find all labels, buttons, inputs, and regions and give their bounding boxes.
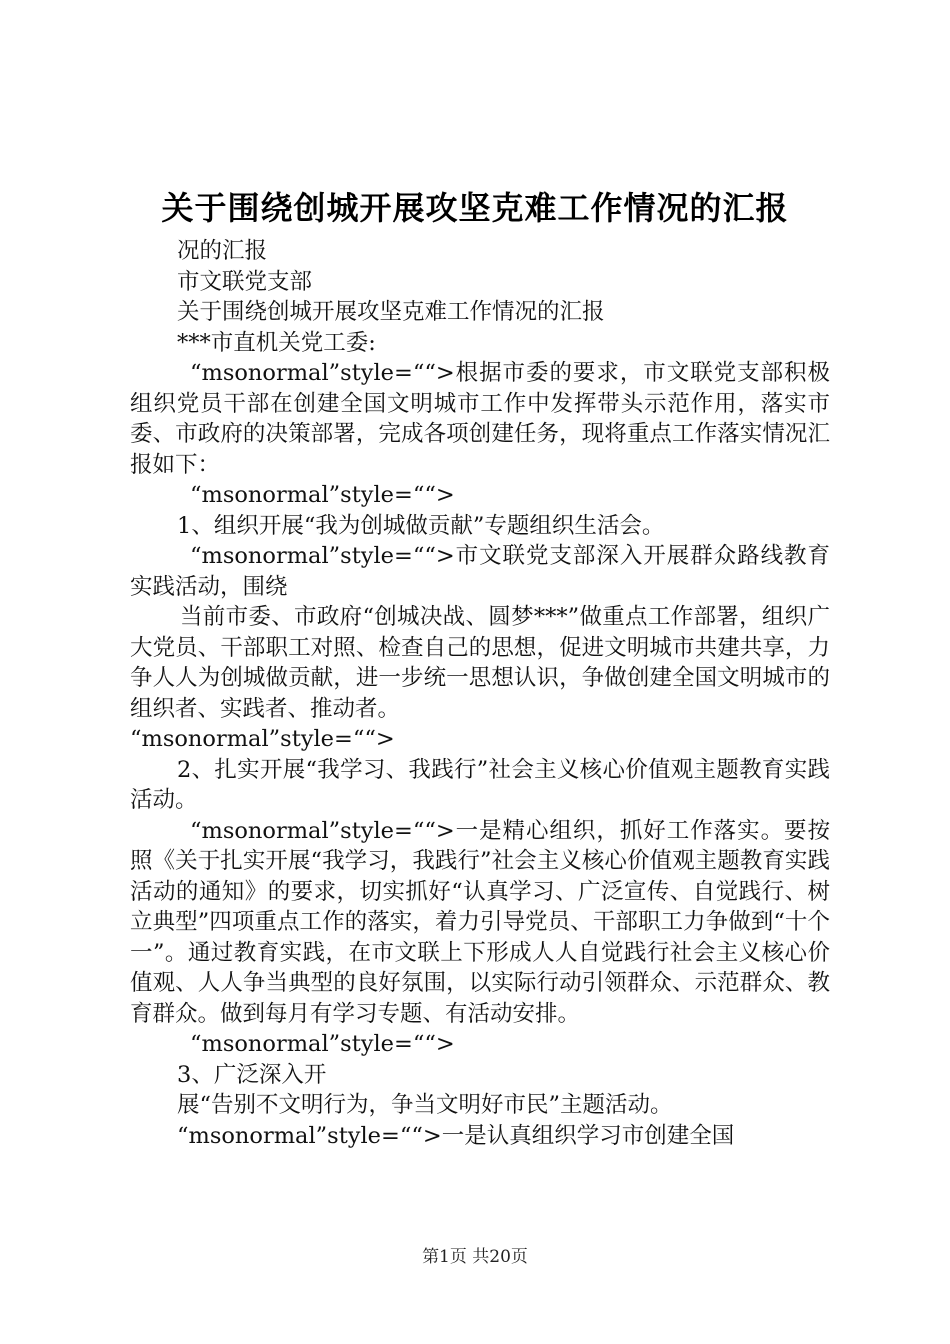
paragraph: “msonormal”style=““>一是认真组织学习市创建全国 bbox=[177, 1122, 735, 1149]
paragraph: 况的汇报 bbox=[177, 238, 268, 264]
paragraph: “msonormal”style=““>市文联党支部深入开展群众路线教育实践活动，围绕 bbox=[130, 543, 830, 600]
document-title: 关于围绕创城开展攻坚克难工作情况的汇报 bbox=[161, 189, 789, 227]
document-body bbox=[130, 236, 830, 1151]
paragraph: 展“告别不文明行为，争当文明好市民”主题活动。 bbox=[177, 1092, 673, 1118]
paragraph: “msonormal”style=““>一是精心组织，抓好工作落实。要按照《关于扎实开展“我学习，我践行”社会主义核心价值观主题教育实践活动的通知》的要求，切实抓好“认真学习、广泛宣传、自觉践行、树立典型”四项重点工作的落实，着力引导党员、干部职工力争做到“十个一”。通过教育实践，在市文联上下形成人人自觉践行社会主义核心价值观、人人争当典型的良好氛围，以实际行动引领群众、示范群众、教育群众。做到每月有学习专题、有活动安排。 bbox=[130, 817, 830, 1027]
paragraph: “msonormal”style=““> bbox=[190, 1031, 455, 1057]
paragraph: 3、广泛深入开 bbox=[177, 1061, 327, 1088]
paragraph: 当前市委、市政府“创城决战、圆梦***”做重点工作部署，组织广大党员、干部职工对照、检查自己的思想，促进文明城市共建共享，力争人人为创城做贡献，进一步统一思想认识，争做创建全国文明城市的组织者、实践者、推动者。 bbox=[130, 604, 830, 722]
paragraph: 1、组织开展“我为创城做贡献”专题组织生活会。 bbox=[177, 512, 665, 539]
paragraph: ***市直机关党工委: bbox=[177, 329, 376, 356]
paragraph: 2、扎实开展“我学习、我践行”社会主义核心价值观主题教育实践活动。 bbox=[130, 756, 830, 813]
page-footer: 第1页 共20页 bbox=[422, 1247, 528, 1267]
paragraph: “msonormal”style=““> bbox=[130, 726, 395, 752]
paragraph: 市文联党支部 bbox=[177, 268, 313, 295]
paragraph: “msonormal”style=““> bbox=[190, 482, 455, 508]
paragraph: “msonormal”style=““>根据市委的要求，市文联党支部积极组织党员干部在创建全国文明城市工作中发挥带头示范作用，落实市委、市政府的决策部署，完成各项创建任务，现将重点工作落实情况汇报如下： bbox=[130, 360, 830, 478]
paragraph: 关于围绕创城开展攻坚克难工作情况的汇报 bbox=[177, 299, 605, 325]
